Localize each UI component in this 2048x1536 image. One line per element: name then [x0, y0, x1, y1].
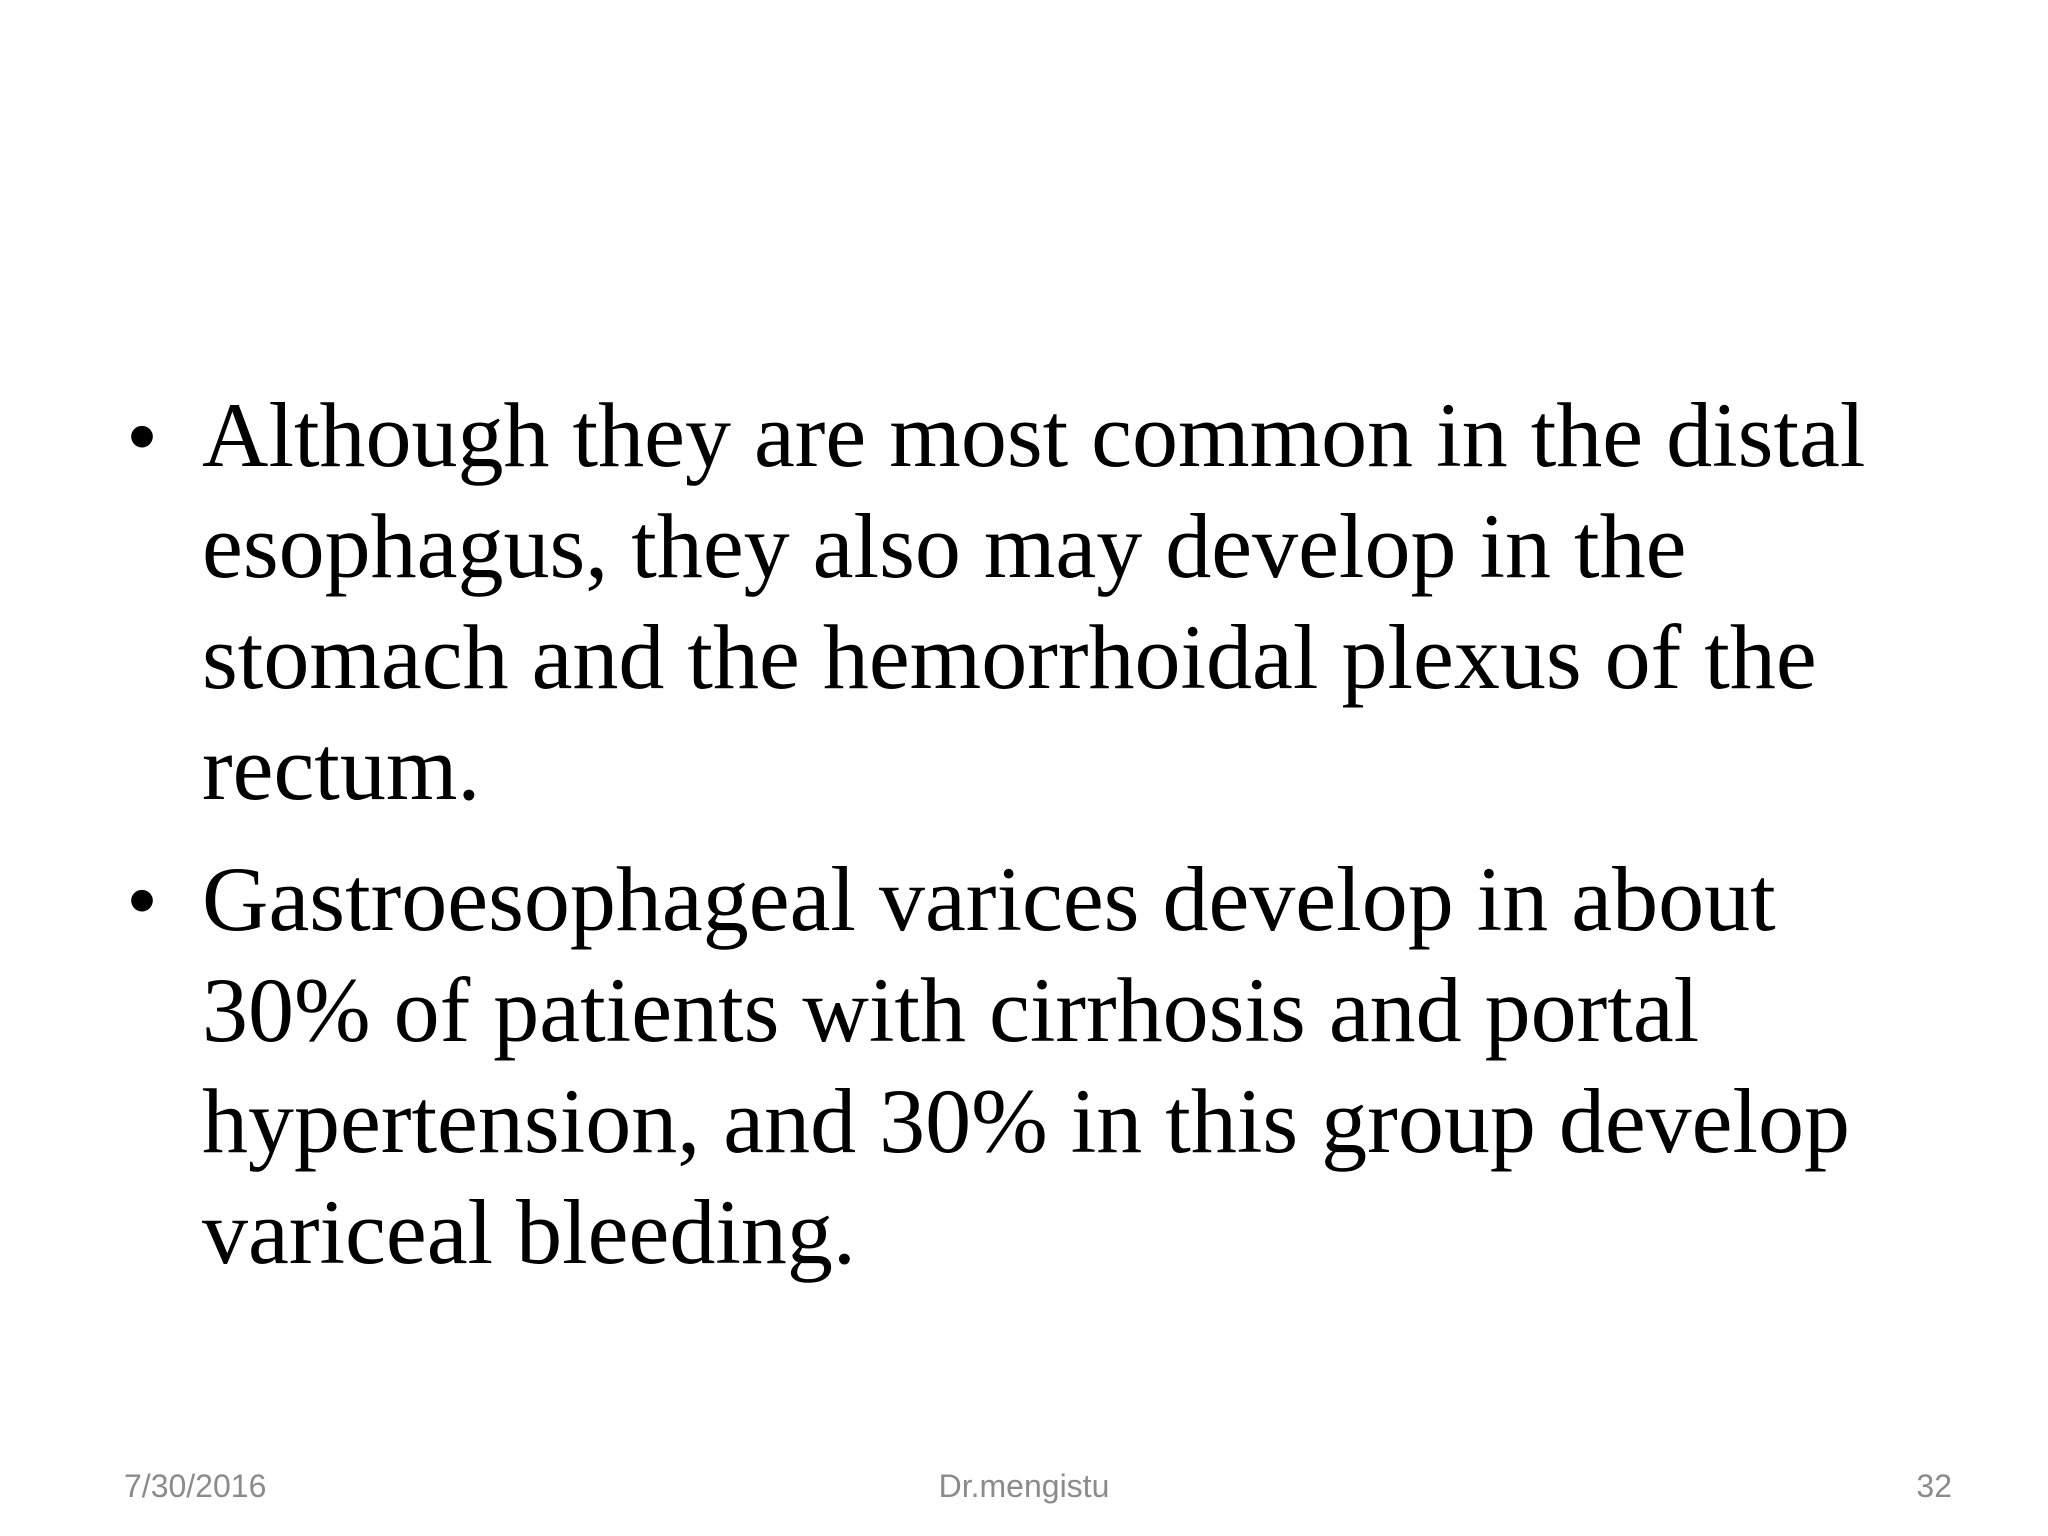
- bullet-icon: •: [128, 391, 157, 480]
- bullet-item: [112, 844, 1912, 1288]
- slide-content: [112, 380, 1912, 1308]
- bullet-text: Gastroesophageal varices develop in about 30% of patients with cirrhosis and portal hypertension, and 30% in this group develop variceal bleeding.: [202, 848, 1851, 1283]
- footer-author: Dr.mengistu: [938, 1468, 1110, 1504]
- footer-page-number: 32: [1916, 1468, 1952, 1504]
- bullet-text: Although they are most common in the distal esophagus, they also may develop in the stomach and the hemorrhoidal plexus of the rectum.: [202, 384, 1866, 819]
- bullet-icon: •: [128, 855, 157, 944]
- footer-date: 7/30/2016: [124, 1468, 267, 1504]
- bullet-list: [112, 380, 1912, 1288]
- bullet-item: [112, 380, 1912, 824]
